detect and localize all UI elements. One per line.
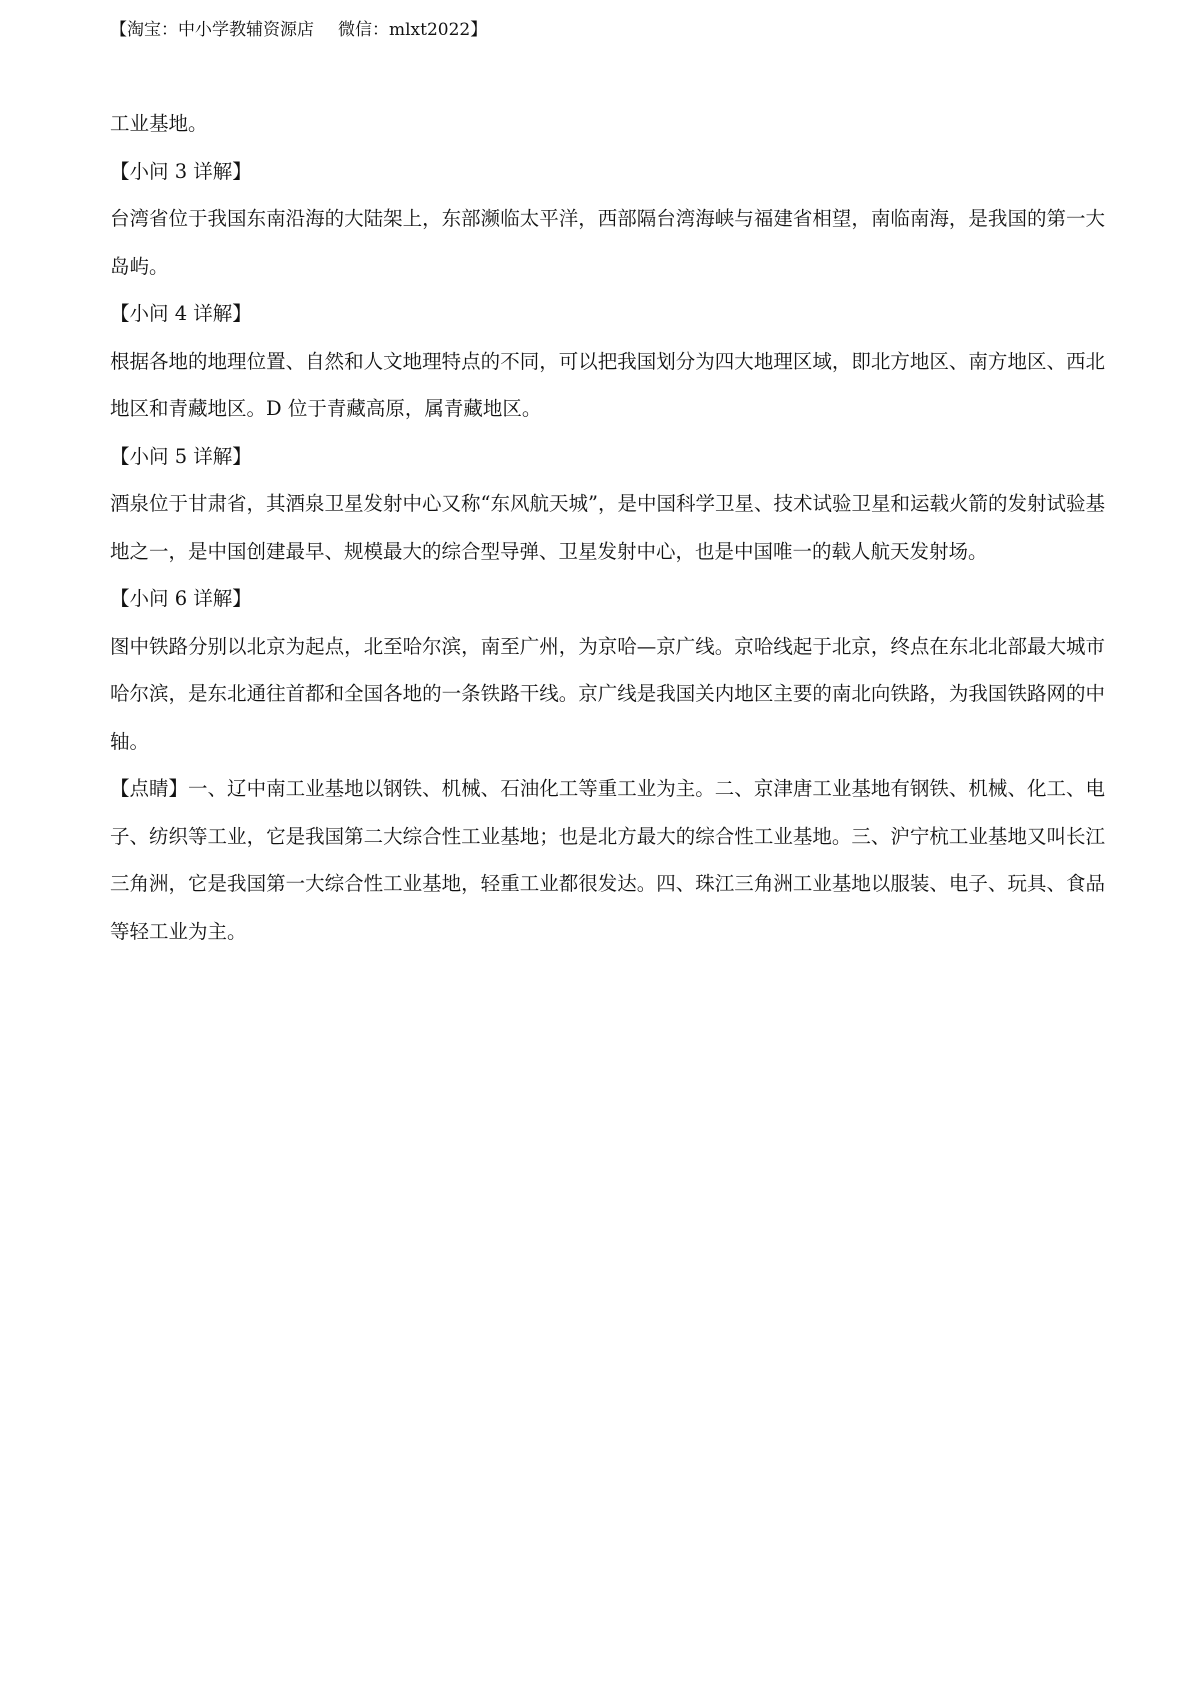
paragraph-continuation: 工业基地。 (110, 112, 208, 135)
paragraph-answer-5: 酒泉位于甘肃省，其酒泉卫星发射中心又称“东风航天城”，是中国科学卫星、技术试验卫星和运载火箭的发射试验基地之一，是中国创建最早、规模最大的综合型导弹、卫星发射中心，也是中国唯一的载人航天发射场。 (110, 492, 1105, 563)
paragraph-answer-6: 图中铁路分别以北京为起点，北至哈尔滨，南至广州，为京哈—京广线。京哈线起于北京，终点在东北北部最大城市哈尔滨，是东北通往首都和全国各地的一条铁路干线。京广线是我国关内地区主要的南北向铁路，为我国铁路网的中轴。 (110, 634, 1105, 753)
header-wechat-text: 微信：mlxt2022】 (338, 20, 488, 40)
document-body (110, 100, 1105, 955)
paragraph-answer-3: 台湾省位于我国东南沿海的大陆架上，东部濒临太平洋，西部隔台湾海峡与福建省相望，南临南海，是我国的第一大岛屿。 (110, 207, 1105, 278)
heading-question-5: 【小问 5 详解】 (110, 444, 252, 468)
heading-question-6: 【小问 6 详解】 (110, 587, 252, 610)
heading-question-3: 【小问 3 详解】 (110, 159, 252, 183)
header-shop-text: 【淘宝：中小学教辅资源店 (110, 20, 314, 40)
page-header (110, 18, 487, 42)
paragraph-key-points: 【点睛】一、辽中南工业基地以钢铁、机械、石油化工等重工业为主。二、京津唐工业基地有钢铁、机械、化工、电子、纺织等工业，它是我国第二大综合性工业基地；也是北方最大的综合性工业基地。三、沪宁杭工业基地又叫长江三角洲，它是我国第一大综合性工业基地，轻重工业都很发达。四、珠江三角洲工业基地以服装、电子、玩具、食品等轻工业为主。 (110, 777, 1105, 943)
heading-question-4: 【小问 4 详解】 (110, 302, 252, 325)
paragraph-answer-4: 根据各地的地理位置、自然和人文地理特点的不同，可以把我国划分为四大地理区域，即北方地区、南方地区、西北地区和青藏地区。D 位于青藏高原，属青藏地区。 (110, 349, 1105, 420)
